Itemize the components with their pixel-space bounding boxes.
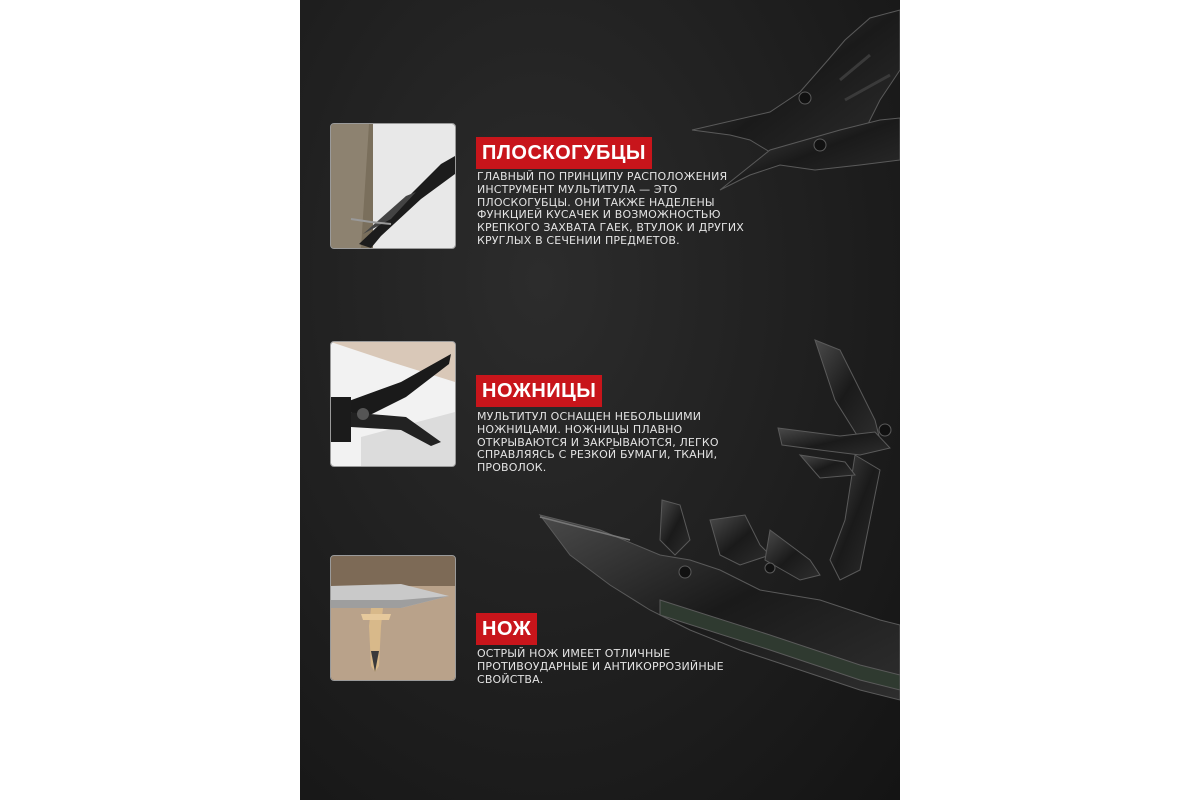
scissors-thumbnail [330,341,456,467]
pliers-tool-art [692,10,900,190]
feature-description: ОСТРЫЙ НОЖ ИМЕЕТ ОТЛИЧНЫЕ ПРОТИВОУДАРНЫЕ И АНТИКОРРОЗИЙНЫЕ СВОЙСТВА. [477,647,724,686]
feature-description: ГЛАВНЫЙ ПО ПРИНЦИПУ РАСПОЛОЖЕНИЯ ИНСТРУМЕНТ МУЛЬТИТУЛА — ЭТО ПЛОСКОГУБЦЫ. ОНИ ТАКЖЕ НАДЕЛЕНЫ ФУНКЦИЕЙ КУСАЧЕК И ВОЗМОЖНОСТЬЮ КРЕПКОГО ЗАХВАТА ГАЕК, ВТУЛОК И ДРУГИХ КРУГЛЫХ В СЕЧЕНИИ ПРЕДМЕТОВ. [477,170,744,247]
feature-description: МУЛЬТИТУЛ ОСНАЩЕН НЕБОЛЬШИМИ НОЖНИЦАМИ. НОЖНИЦЫ ПЛАВНО ОТКРЫВАЮТСЯ И ЗАКРЫВАЮТСЯ, ЛЕГКО СПРАВЛЯЯСЬ С РЕЗКОЙ БУМАГИ, ТКАНИ, ПРОВОЛОК. [477,410,719,475]
feature-title: ПЛОСКОГУБЦЫ [476,137,652,169]
knife-thumbnail [330,555,456,681]
product-info-panel [300,0,900,800]
feature-title: НОЖ [476,613,537,645]
feature-title: НОЖНИЦЫ [476,375,602,407]
pliers-thumbnail [330,123,456,249]
